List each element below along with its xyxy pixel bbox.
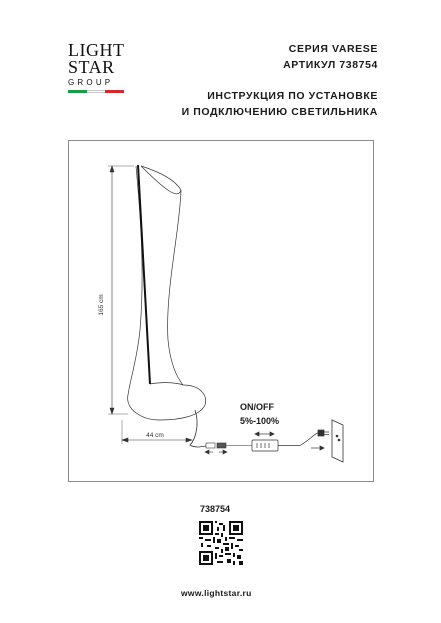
qr-code-icon (199, 521, 243, 565)
logo-line-1: LIGHT (68, 40, 125, 60)
instruction-title-line-2: И ПОДКЛЮЧЕНИЮ СВЕТИЛЬНИКА (181, 106, 378, 118)
lamp-pole (138, 165, 150, 384)
instruction-title-line-1: ИНСТРУКЦИЯ ПО УСТАНОВКЕ (207, 90, 378, 102)
website-link[interactable]: www.lightstar.ru (181, 588, 252, 598)
on-off-label: ON/OFF (240, 402, 274, 412)
width-label: 44 cm (146, 432, 164, 439)
series-title: СЕРИЯ VARESE (288, 43, 378, 55)
cable-connector (205, 443, 252, 454)
article-code: 738754 (200, 504, 231, 514)
dimmer-range-label: 5%-100% (240, 416, 280, 426)
dimmer-switch-icon (252, 432, 300, 451)
logo-line-2: STAR (68, 57, 115, 77)
power-plug-icon (300, 430, 329, 450)
height-dimension (108, 166, 134, 414)
wall-socket-icon (332, 420, 343, 462)
logo-line-3: GROUP (68, 78, 114, 87)
height-label: 165 cm (98, 294, 105, 316)
article-title: АРТИКУЛ 738754 (283, 59, 378, 71)
